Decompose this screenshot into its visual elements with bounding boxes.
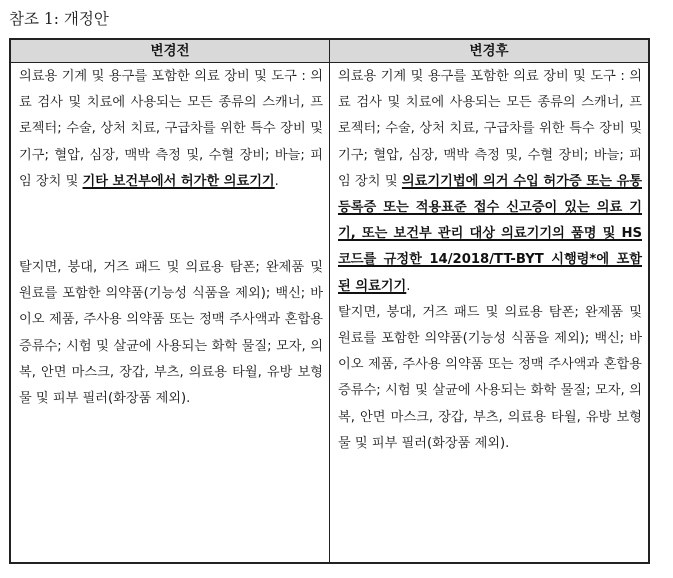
before-paragraph-1: [19, 64, 323, 195]
document-caption: 참조 1: 개정안: [9, 10, 109, 28]
header-before: 변경전: [150, 43, 190, 59]
after-paragraph-2: 탈지면, 붕대, 거즈 패드 및 의료용 탐폰; 완제품 및 원료를 포함한 의약품(기능성 식품을 제외); 백신; 바이오 제품, 주사용 의약품 또는 정맥 주사액과 혼합용 증류수; 시험 및 살균에 사용되는 화학 물질; 모자, 의복, 안면 마스크, 장갑, 부츠, 의료용 타월, 유방 보형물 및 피부 필러(화장품 제외).: [338, 304, 642, 451]
before-paragraph-2: 탈지면, 붕대, 거즈 패드 및 의료용 탐폰; 완제품 및 원료를 포함한 의약품(기능성 식품을 제외); 백신; 바이오 제품, 주사용 의약품 또는 정맥 주사액과 혼합용 증류수; 시험 및 살균에 사용되는 화학 물질; 모자, 의복, 안면 마스크, 장갑, 부츠, 의료용 타월, 유방 보형물 및 피부 필러(화장품 제외).: [19, 260, 323, 407]
cell-before: [19, 64, 323, 412]
after-p1-tail: .: [406, 278, 411, 294]
before-p1-lead: 의료용 기계 및 용구를 포함한 의료 장비 및 도구 : 의료 검사 및 치료에 사용되는 모든 종류의 스캐너, 프로젝터; 수술, 상처 치료, 구급차를 위한 특수 장비 및 기구; 혈압, 심장, 맥박 측정 및, 수혈 장비; 바늘; 피임 장치 및: [19, 69, 323, 189]
before-p1-tail: .: [274, 173, 279, 189]
after-p1-lead: 의료용 기계 및 용구를 포함한 의료 장비 및 도구 : 의료 검사 및 치료에 사용되는 모든 종류의 스캐너, 프로젝터; 수술, 상처 치료, 구급차를 위한 특수 장비 및 기구; 혈압, 심장, 맥박 측정 및, 수혈 장비; 바늘; 피임 장치 및: [338, 69, 642, 189]
header-after: 변경후: [469, 43, 509, 59]
column-divider: [329, 40, 330, 562]
after-p1-underlined: 의료기기법에 의거 수입 허가증 또는 유통 등록증 또는 적용표준 접수 신고증이 있는 의료 기기, 또는 보건부 관리 대상 의료기기의 품명 및 HS 코드를 규정한 14/2018/TT-BYT 시행령*에 포함된 의료기기: [338, 173, 642, 294]
before-p1-underlined: 기타 보건부에서 허가한 의료기기: [82, 173, 275, 189]
cell-after: [338, 64, 642, 457]
comparison-table: [9, 38, 650, 564]
after-paragraph-1: [338, 64, 642, 300]
